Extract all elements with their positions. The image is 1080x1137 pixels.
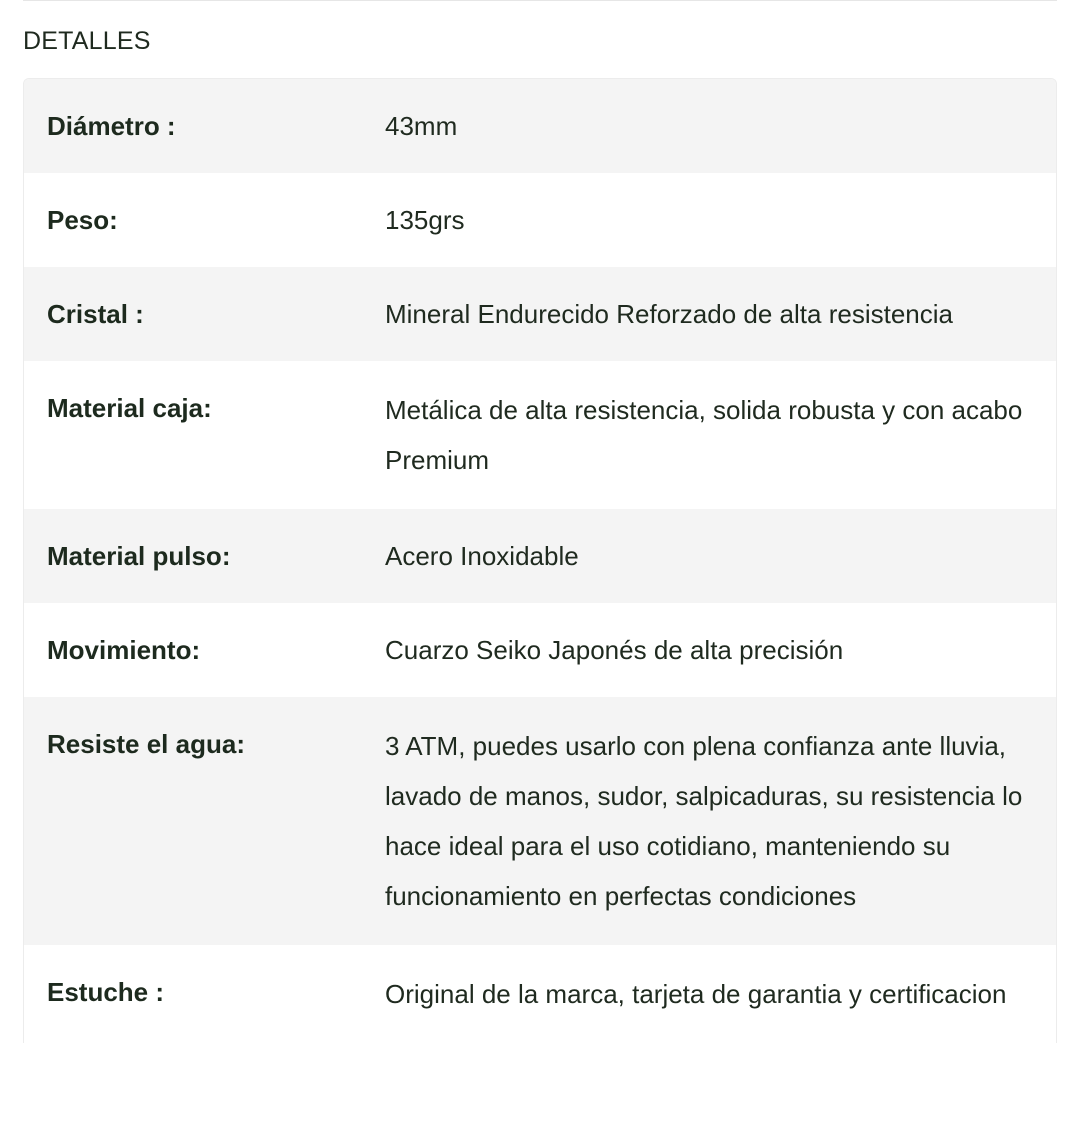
detail-row-movimiento <box>24 603 1056 697</box>
detail-value: 135grs <box>385 205 465 235</box>
detail-value: Mineral Endurecido Reforzado de alta resistencia <box>385 299 953 329</box>
detail-value: 3 ATM, puedes usarlo con plena confianza ante lluvia, lavado de manos, sudor, salpicaduras, su resistencia lo hace ideal para el uso cotidiano, manteniendo su funcionamiento en perfectas condiciones <box>385 731 1023 911</box>
detail-value: Metálica de alta resistencia, solida robusta y con acabo Premium <box>385 395 1023 475</box>
detail-row-estuche <box>24 945 1056 1043</box>
detail-row-diametro <box>24 79 1056 173</box>
detail-row-resiste-agua <box>24 697 1056 945</box>
detail-label: Peso: <box>47 205 118 235</box>
detail-label: Material caja: <box>47 393 212 423</box>
detail-value: Acero Inoxidable <box>385 541 579 571</box>
detail-value: Original de la marca, tarjeta de garantia y certificacion <box>385 979 1007 1009</box>
detail-row-cristal <box>24 267 1056 361</box>
detail-value: 43mm <box>385 111 458 141</box>
details-table <box>23 78 1057 1043</box>
detail-row-material-pulso <box>24 509 1056 603</box>
detail-label: Movimiento: <box>47 635 201 665</box>
detail-row-material-caja <box>24 361 1056 509</box>
detail-label: Cristal : <box>47 299 144 329</box>
section-title: DETALLES <box>23 27 151 55</box>
detail-label: Diámetro : <box>47 111 176 141</box>
detail-row-peso <box>24 173 1056 267</box>
detail-label: Resiste el agua: <box>47 729 245 759</box>
detail-value: Cuarzo Seiko Japonés de alta precisión <box>385 635 844 665</box>
top-divider <box>23 0 1057 1</box>
detail-label: Material pulso: <box>47 541 231 571</box>
detail-label: Estuche : <box>47 977 165 1007</box>
